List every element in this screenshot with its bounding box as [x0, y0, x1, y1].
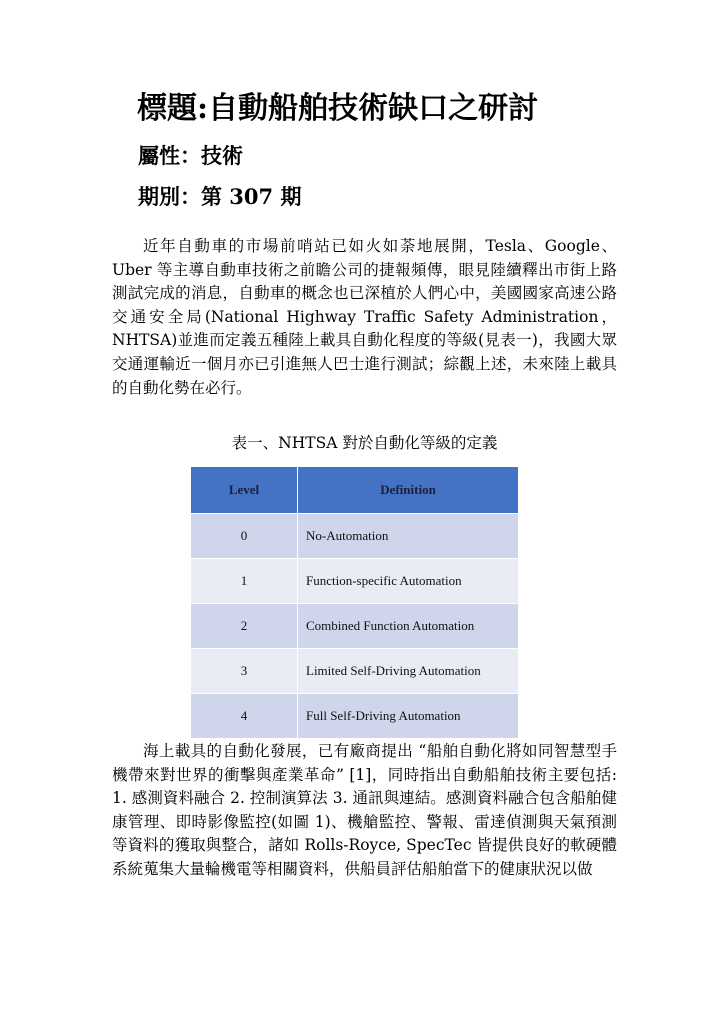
- paragraph-maritime: 海上載具的自動化發展，已有廠商提出 “船舶自動化將如同智慧型手機帶來對世界的衝擊與產業革命” [1]，同時指出自動船舶技術主要包括: 1. 感測資料融合 2. 控制演算法 3. 通訊與連結。感測資料融合包含船舶健康管理、即時影像監控(如圖 1)、機艙監控、警報、雷達偵測與天氣預測等資料的獲取與整合，諸如 Rolls-Royce, SpecTec 皆提供良好的軟硬體系統蒐集大量輪機電等相關資料，供船員評估船舶當下的健康狀況以做: [112, 742, 617, 878]
- level-cell: 1: [191, 559, 298, 604]
- table-row: [191, 604, 519, 649]
- table-row: [191, 559, 519, 604]
- table-header-row: [191, 467, 519, 514]
- issue-line: 期別：第 307 期: [138, 184, 302, 209]
- level-cell: 2: [191, 604, 298, 649]
- definition-cell: No-Automation: [298, 514, 519, 559]
- definition-cell: Full Self-Driving Automation: [298, 694, 519, 739]
- table-row: [191, 649, 519, 694]
- table-caption: 表一、NHTSA 對於自動化等級的定義: [231, 434, 498, 452]
- table-row: [191, 694, 519, 739]
- header-level: Level: [191, 467, 298, 514]
- definition-cell: Limited Self-Driving Automation: [298, 649, 519, 694]
- header-definition: Definition: [298, 467, 519, 514]
- definition-cell: Function-specific Automation: [298, 559, 519, 604]
- attribute-line: 屬性：技術: [138, 143, 243, 168]
- table-row: [191, 514, 519, 559]
- paragraph-intro: 近年自動車的市場前哨站已如火如荼地展開，Tesla、Google、Uber 等主導自動車技術之前瞻公司的捷報頻傳，眼見陸續釋出市街上路測試完成的消息，自動車的概念也已深植於人們心中，美國國家高速公路交通安全局(National Highway Traffic Safety Administration，NHTSA)並進而定義五種陸上載具自動化程度的等級(見表一)，我國大眾交通運輸近一個月亦已引進無人巴士進行測試；綜觀上述，未來陸上載具的自動化勢在必行。: [112, 237, 617, 397]
- level-cell: 0: [191, 514, 298, 559]
- page-title: 標題:自動船舶技術缺口之研討: [137, 91, 539, 126]
- level-cell: 3: [191, 649, 298, 694]
- definition-cell: Combined Function Automation: [298, 604, 519, 649]
- level-cell: 4: [191, 694, 298, 739]
- automation-levels-table: [190, 466, 519, 739]
